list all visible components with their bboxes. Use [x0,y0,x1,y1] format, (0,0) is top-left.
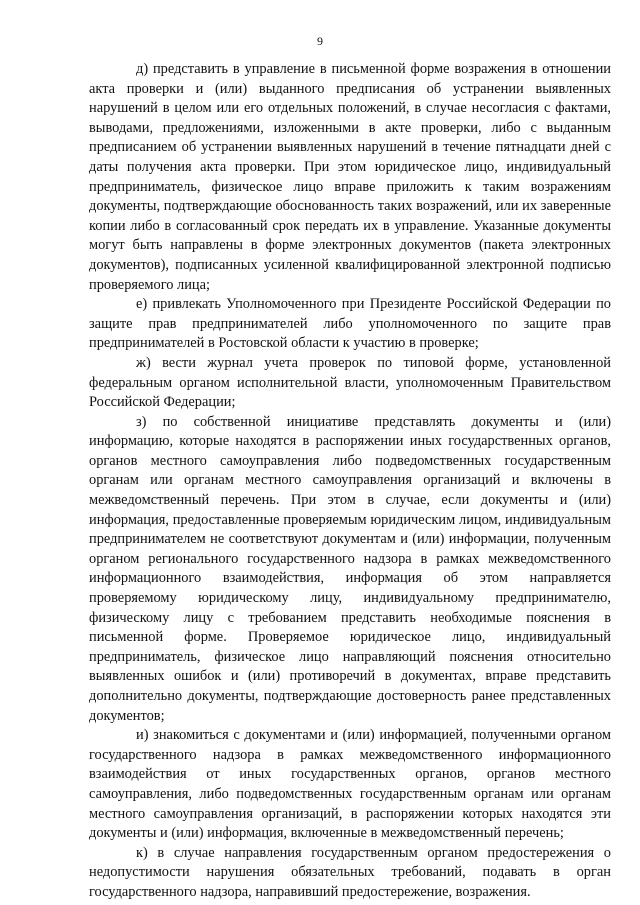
page-number: 9 [317,34,323,48]
paragraph-zh: ж) вести журнал учета проверок по типовой форме, установленной федеральным органом исполнительной власти, уполномоченным Правительством Российской Федерации; [89,354,611,411]
body-text [89,60,611,903]
paragraph-k: к) в случае направления государственным органом предостережения о недопустимости нарушения обязательных требований, подавать в орган государственного надзора, направивший предостережение, возражения. [89,844,611,900]
paragraph-d: д) представить в управление в письменной форме возражения в отношении акта проверки и (или) выданного предписания об устранении выявленных нарушений в целом или его отдельных положений, в случае несогласия с фактами, выводами, предложениями, изложенными в акте проверки, либо с выданным предписанием об устранении выявленных нарушений в течение пятнадцати дней с даты получения акта проверки. При этом юридическое лицо, индивидуальный предприниматель, физическое лицо вправе приложить к таким возражениям документы, подтверждающие обоснованность таких возражений, или их заверенные копии либо в согласованный срок передать их в управление. Указанные документы могут быть направлены в форме электронных документов (пакета электронных документов), подписанных усиленной квалифицированной электронной подписью проверяемого лица; [89,61,611,293]
paragraph-i: и) знакомиться с документами и (или) информацией, полученными органом государственного надзора в рамках межведомственного информационного взаимодействия от иных государственных органов, органов местного самоуправления, либо подведомственных государственным органам или органам местного самоуправления организаций, в распоряжении которых находятся эти документы и (или) информация, включенные в межведомственный перечень; [89,727,611,842]
paragraph-e: е) привлекать Уполномоченного при Президенте Российской Федерации по защите прав предпринимателей либо уполномоченного по защите прав предпринимателей в Ростовской области к участию в проверке; [89,296,611,352]
paragraph-z: з) по собственной инициативе представлять документы и (или) информацию, которые находятся в распоряжении иных государственных органов, органов местного самоуправления либо подведомственных государственным органам или органам местного самоуправления организаций и включены в межведомственный перечень. При этом в случае, если документы и (или) информация, предоставленные проверяемым юридическим лицом, индивидуальным предпринимателем не соответствуют документам и (или) информации, полученным органом регионального государственного надзора в рамках межведомственного информационного взаимодействия, информация об этом направляется проверяемому юридическому лицу, индивидуальному предпринимателю, физическому лицу с требованием представить необходимые пояснения в письменной форме. Проверяемое юридическое лицо, индивидуальный предприниматель, физическое лицо направляющий пояснения относительно выявленных ошибок и (или) противоречий в документах, вправе представить дополнительно документы, подтверждающие достоверность ранее представленных документов; [89,413,611,724]
